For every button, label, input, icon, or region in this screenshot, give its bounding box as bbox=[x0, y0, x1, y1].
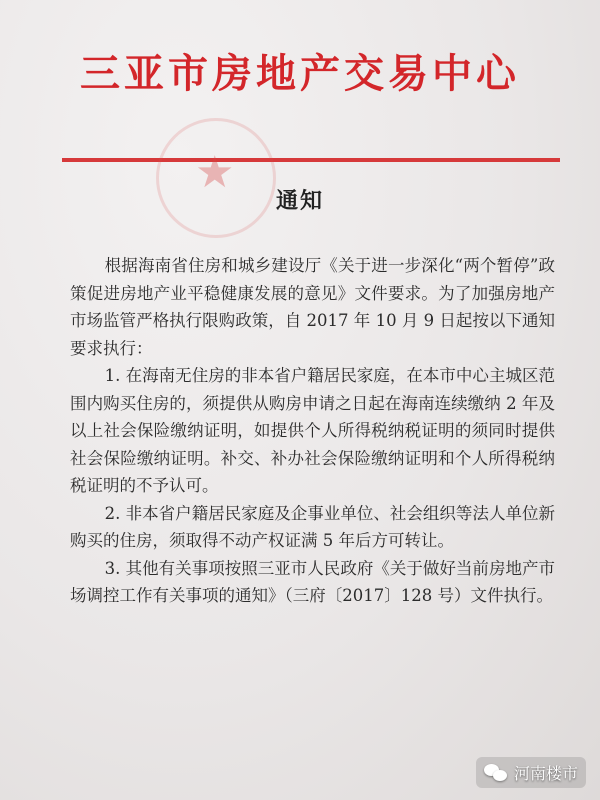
star-icon: ★ bbox=[195, 147, 235, 198]
notice-title: 通知 bbox=[275, 188, 324, 214]
header-divider bbox=[62, 158, 560, 162]
notice-body bbox=[70, 252, 555, 610]
seal-stamp bbox=[156, 118, 276, 238]
watermark-text: 河南楼市 bbox=[513, 764, 578, 783]
paragraph-intro: 根据海南省住房和城乡建设厅《关于进一步深化“两个暂停”政策促进房地产业平稳健康发展的意见》文件要求。为了加强房地产市场监管严格执行限购政策，自 2017 年 10 月 9 日起按以下通知要求执行： bbox=[70, 256, 555, 358]
wechat-icon bbox=[484, 764, 508, 782]
source-watermark bbox=[476, 757, 586, 788]
paragraph-item-1: 1. 在海南无住房的非本省户籍居民家庭，在本市中心主城区范围内购买住房的，须提供从购房申请之日起在海南连续缴纳 2 年及以上社会保险缴纳证明，如提供个人所得税纳税证明的须同时提供社会保险缴纳证明。补交、补办社会保险缴纳证明和个人所得税纳税证明的不予认可。 bbox=[70, 366, 555, 495]
header-title: 三亚市房地产交易中心 bbox=[80, 50, 520, 97]
paragraph-item-3: 3. 其他有关事项按照三亚市人民政府《关于做好当前房地产市场调控工作有关事项的通知》（三府〔2017〕128 号）文件执行。 bbox=[70, 558, 555, 605]
paragraph-item-2: 2. 非本省户籍居民家庭及企事业单位、社会组织等法人单位新购买的住房，须取得不动产权证满 5 年后方可转让。 bbox=[70, 503, 555, 550]
